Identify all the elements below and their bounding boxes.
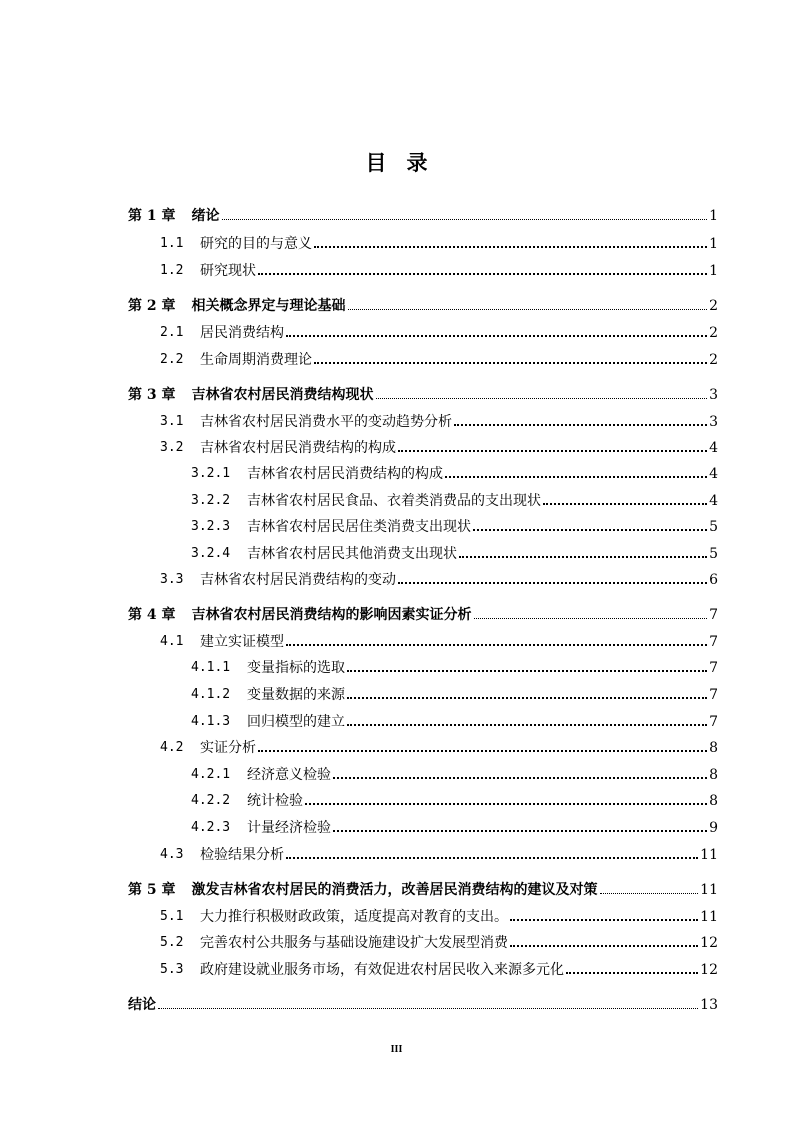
- toc-entry-title: 吉林省农村居民消费水平的变动趋势分析: [200, 414, 452, 430]
- toc-entry-title: 吉林省农村居民消费结构的构成: [247, 466, 443, 482]
- dot-leader: [286, 335, 707, 337]
- toc-entry-page: 7: [709, 634, 718, 650]
- dot-leader: [445, 476, 707, 478]
- toc-entry-page: 4: [709, 493, 718, 509]
- toc-entry[interactable]: [160, 411, 718, 431]
- toc-entry[interactable]: [128, 384, 718, 404]
- dot-leader: [348, 309, 708, 310]
- toc-entry-page: 6: [709, 572, 718, 588]
- toc-entry-number: 3.2.1: [191, 466, 231, 481]
- toc-entry-title: 吉林省农村居民居住类消费支出现状: [247, 519, 471, 535]
- toc-entry-number: 4.1.1: [191, 660, 231, 675]
- dot-leader: [347, 697, 707, 699]
- toc-entry-title: 实证分析: [200, 740, 256, 756]
- toc-entry-page: 12: [700, 935, 718, 951]
- toc-entry-title: 吉林省农村居民其他消费支出现状: [247, 546, 457, 562]
- toc-entry-number: 5.2: [160, 935, 184, 950]
- toc-entry[interactable]: [128, 295, 718, 315]
- toc-entry-number: 5.3: [160, 962, 184, 977]
- toc-entry[interactable]: [160, 322, 718, 342]
- toc-entry[interactable]: [128, 994, 718, 1014]
- dot-leader: [473, 529, 707, 531]
- toc-entry-title: 居民消费结构: [200, 325, 284, 341]
- toc-entry[interactable]: [191, 817, 718, 837]
- dot-leader: [566, 972, 698, 974]
- dot-leader: [347, 670, 707, 672]
- toc-entry-title: 计量经济检验: [247, 820, 331, 836]
- toc-entry-page: 13: [700, 997, 718, 1013]
- toc-entry[interactable]: [160, 906, 718, 926]
- toc-entry-page: 1: [709, 208, 718, 224]
- toc-entry-page: 8: [709, 793, 718, 809]
- dot-leader: [286, 857, 698, 859]
- toc-entry[interactable]: [191, 764, 718, 784]
- toc-entry-page: 7: [709, 607, 718, 623]
- dot-leader: [333, 830, 707, 832]
- toc-entry-number: 4.1.2: [191, 687, 231, 702]
- toc-entry-number: 1.1: [160, 236, 184, 251]
- toc-entry[interactable]: [128, 205, 718, 225]
- toc-entry-title: 变量数据的来源: [247, 687, 345, 703]
- dot-leader: [454, 424, 707, 426]
- toc-entry-title: 回归模型的建立: [247, 714, 345, 730]
- toc-entry-number: 第 3 章: [128, 387, 176, 403]
- toc-entry-title: 结论: [128, 997, 156, 1013]
- toc-entry-page: 5: [709, 519, 718, 535]
- toc-entry[interactable]: [128, 879, 718, 899]
- toc-entry-page: 3: [709, 414, 718, 430]
- dot-leader: [398, 582, 707, 584]
- toc-entry-number: 3.3: [160, 572, 184, 587]
- dot-leader: [376, 398, 708, 399]
- toc-entry[interactable]: [160, 932, 718, 952]
- toc-entry[interactable]: [191, 490, 718, 510]
- toc-entry-title: 绪论: [191, 208, 220, 224]
- dot-leader: [543, 503, 707, 505]
- toc-entry-page: 11: [700, 909, 718, 925]
- toc-entry-title: 研究现状: [200, 263, 256, 279]
- dot-leader: [459, 556, 707, 558]
- toc-entry-page: 4: [709, 466, 718, 482]
- toc-entry-page: 1: [709, 263, 718, 279]
- toc-entry-page: 2: [709, 352, 718, 368]
- toc-entry-page: 5: [709, 546, 718, 562]
- toc-entry-title: 激发吉林省农村居民的消费活力，改善居民消费结构的建议及对策: [191, 882, 598, 898]
- dot-leader: [333, 777, 707, 779]
- dot-leader: [314, 246, 707, 248]
- toc-entry-title: 吉林省农村居民食品、衣着类消费品的支出现状: [247, 493, 541, 509]
- dot-leader: [510, 945, 698, 947]
- toc-entry-number: 4.2: [160, 740, 184, 755]
- dot-leader: [347, 724, 707, 726]
- toc-entry-page: 2: [709, 298, 718, 314]
- toc-entry-page: 8: [709, 740, 718, 756]
- toc-entry-number: 第 2 章: [128, 298, 176, 314]
- toc-entry-title: 检验结果分析: [200, 847, 284, 863]
- toc-entry-title: 完善农村公共服务与基础设施建设扩大发展型消费: [200, 935, 508, 951]
- toc-entry-page: 1: [709, 236, 718, 252]
- toc-entry[interactable]: [191, 711, 718, 731]
- toc-entry-number: 3.2.2: [191, 493, 231, 508]
- toc-entry[interactable]: [160, 959, 718, 979]
- dot-leader: [314, 362, 707, 364]
- toc-title: 目录: [365, 150, 448, 175]
- toc-entry[interactable]: [191, 543, 718, 563]
- toc-entry-number: 3.2.4: [191, 546, 231, 561]
- toc-entry-number: 3.1: [160, 414, 184, 429]
- toc-entry-title: 吉林省农村居民消费结构现状: [191, 387, 374, 403]
- toc-entry-page: 7: [709, 660, 718, 676]
- toc-entry-title: 变量指标的选取: [247, 660, 345, 676]
- dot-leader: [258, 750, 707, 752]
- toc-entry-page: 11: [700, 882, 718, 898]
- dot-leader: [474, 618, 708, 619]
- toc-entry-title: 建立实证模型: [200, 634, 284, 650]
- toc-entry-number: 2.1: [160, 325, 184, 340]
- toc-entry-page: 9: [709, 820, 718, 836]
- dot-leader: [398, 450, 707, 452]
- toc-entry-page: 3: [709, 387, 718, 403]
- toc-entry-title: 研究的目的与意义: [200, 236, 312, 252]
- toc-entry-number: 4.2.3: [191, 820, 231, 835]
- toc-entry-title: 统计检验: [247, 793, 303, 809]
- dot-leader: [158, 1008, 698, 1009]
- toc-entry-page: 7: [709, 714, 718, 730]
- dot-leader: [258, 273, 707, 275]
- toc-entry-title: 政府建设就业服务市场，有效促进农村居民收入来源多元化: [200, 962, 564, 978]
- toc-entry[interactable]: [128, 604, 718, 624]
- toc-entry-number: 4.3: [160, 847, 184, 862]
- toc-entry-title: 生命周期消费理论: [200, 352, 312, 368]
- toc-entry-page: 4: [709, 440, 718, 456]
- toc-entry-number: 第 1 章: [128, 208, 176, 224]
- toc-entry[interactable]: [191, 790, 718, 810]
- toc-entry[interactable]: [160, 631, 718, 651]
- toc-entry[interactable]: [160, 437, 718, 457]
- toc-entry-page: 11: [700, 847, 718, 863]
- toc-entry-page: 2: [709, 325, 718, 341]
- toc-entry[interactable]: [191, 657, 718, 677]
- toc-entry-number: 4.2.2: [191, 793, 231, 808]
- toc-entry-number: 第 5 章: [128, 882, 176, 898]
- page-number: III: [390, 1044, 403, 1055]
- toc-entry[interactable]: [160, 233, 718, 253]
- toc-entry-title: 吉林省农村居民消费结构的构成: [200, 440, 396, 456]
- toc-entry-page: 12: [700, 962, 718, 978]
- toc-entry-title: 经济意义检验: [247, 767, 331, 783]
- toc-entry-number: 3.2.3: [191, 519, 231, 534]
- toc-entry-number: 2.2: [160, 352, 184, 367]
- toc-entry-title: 相关概念界定与理论基础: [191, 298, 346, 314]
- dot-leader: [600, 893, 699, 894]
- toc-entry[interactable]: [191, 463, 718, 483]
- toc-entry-number: 4.1.3: [191, 714, 231, 729]
- toc-entry-number: 5.1: [160, 909, 184, 924]
- toc-entry-number: 1.2: [160, 263, 184, 278]
- toc-entry-number: 第 4 章: [128, 607, 176, 623]
- toc-entry-title: 吉林省农村居民消费结构的影响因素实证分析: [191, 607, 472, 623]
- toc-entry-page: 7: [709, 687, 718, 703]
- toc-entry-title: 吉林省农村居民消费结构的变动: [200, 572, 396, 588]
- toc-entry-title: 大力推行积极财政政策，适度提高对教育的支出。: [200, 909, 508, 925]
- toc-entry-page: 8: [709, 767, 718, 783]
- dot-leader: [286, 644, 707, 646]
- toc-entry-number: 4.1: [160, 634, 184, 649]
- toc-entry-number: 3.2: [160, 440, 184, 455]
- toc-entry[interactable]: [160, 260, 718, 280]
- toc-entry[interactable]: [191, 516, 718, 536]
- toc-entry[interactable]: [160, 569, 718, 589]
- dot-leader: [510, 919, 698, 921]
- toc-entry[interactable]: [160, 737, 718, 757]
- toc-entry[interactable]: [191, 684, 718, 704]
- dot-leader: [222, 219, 708, 220]
- toc-entry-number: 4.2.1: [191, 767, 231, 782]
- toc-entry[interactable]: [160, 349, 718, 369]
- dot-leader: [305, 803, 707, 805]
- toc-entry[interactable]: [160, 844, 718, 864]
